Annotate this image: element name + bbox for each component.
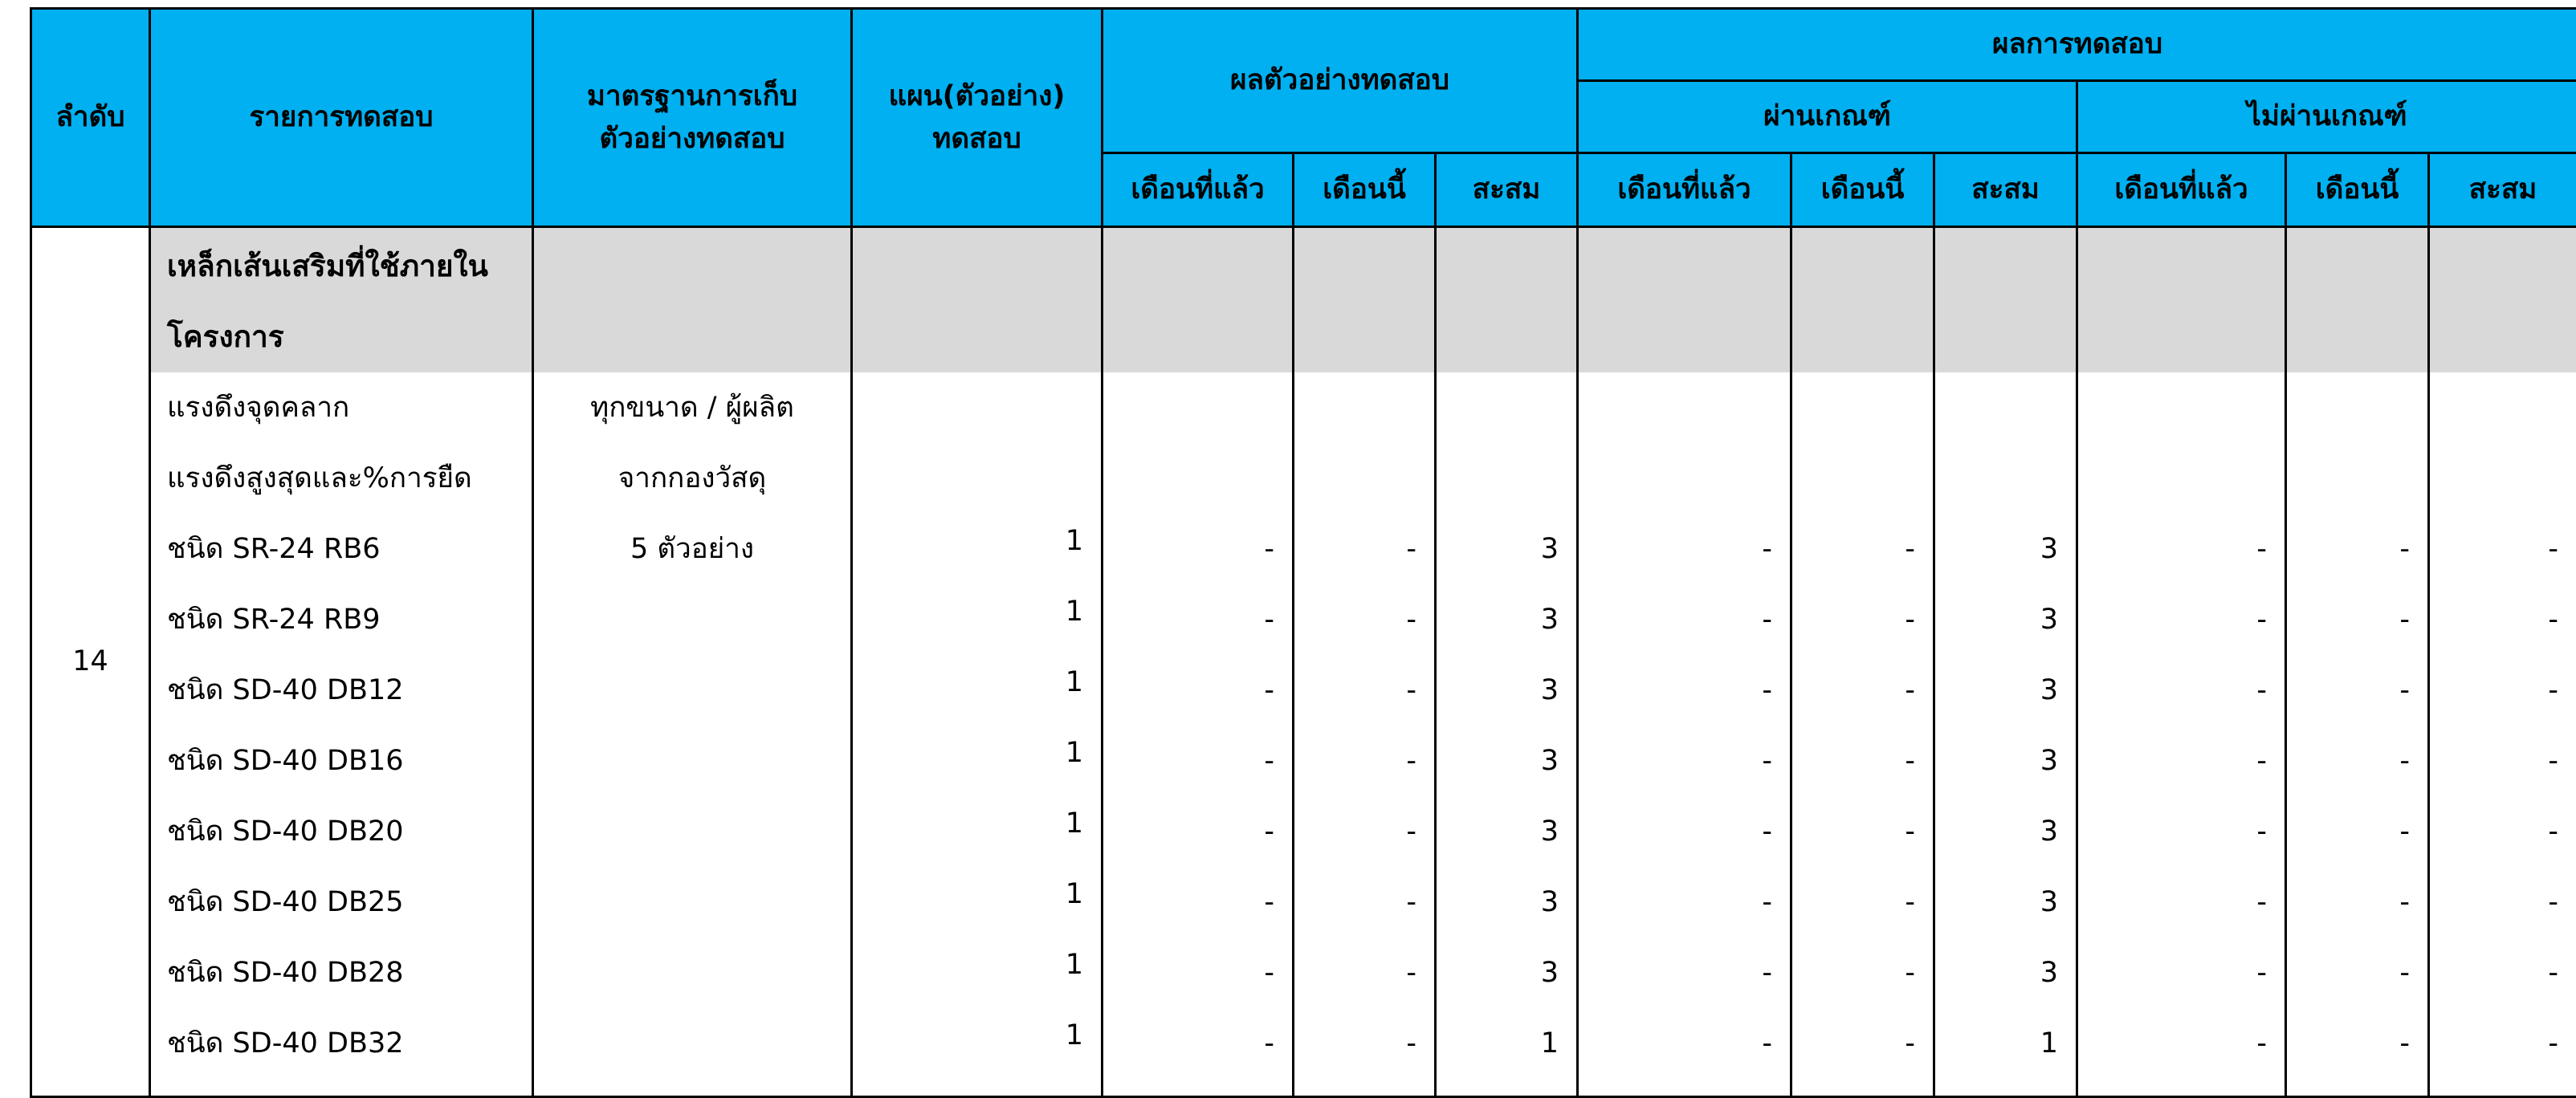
s_cum-value: 3 xyxy=(1541,745,1559,777)
category-title-line1: เหล็กเส้นเสริมที่ใช้ภายใน xyxy=(151,228,532,302)
p_cum-value: 3 xyxy=(2040,815,2058,848)
item-name: ชนิด SR-24 RB6 xyxy=(151,514,532,584)
s_last-value: - xyxy=(1264,957,1274,989)
value-cell xyxy=(1103,796,1292,867)
item-name: ชนิด SD-40 DB25 xyxy=(151,867,532,937)
header-fail-last-month: เดือนที่แล้ว xyxy=(2077,153,2286,227)
p_this-value: - xyxy=(1905,745,1915,777)
value-cell xyxy=(1792,726,1933,796)
s_cum-value: 3 xyxy=(1541,957,1559,989)
value-cell xyxy=(1579,937,1790,1008)
plan-value: 1 xyxy=(1066,949,1083,981)
s_last-value: - xyxy=(1264,1027,1274,1059)
value-cell xyxy=(2430,584,2576,655)
p_cum-value: 3 xyxy=(2040,957,2058,989)
f_cum-value: - xyxy=(2548,745,2558,777)
header-seq: ลำดับ xyxy=(31,9,150,227)
plan-value: 1 xyxy=(1066,737,1083,769)
value-cell xyxy=(1437,867,1576,937)
value-cell xyxy=(1935,937,2076,1008)
value-cell xyxy=(1294,655,1434,726)
value-cell xyxy=(1437,796,1576,867)
s_last-value: - xyxy=(1264,745,1274,777)
header-plan-line1: แผน(ตัวอย่าง) xyxy=(853,75,1101,118)
value-cell xyxy=(2078,796,2285,867)
f_cum-value: - xyxy=(2548,815,2558,848)
value-cell xyxy=(2430,726,2576,796)
value-cell xyxy=(2430,1008,2576,1079)
f_this-value: - xyxy=(2399,1027,2410,1059)
value-cell xyxy=(2078,655,2285,726)
value-cell xyxy=(853,796,1101,867)
value-cell xyxy=(853,867,1101,937)
value-cell xyxy=(1792,584,1933,655)
plan-value: 1 xyxy=(1066,596,1083,628)
s_this-value: - xyxy=(1406,957,1416,989)
sample-last-month-column xyxy=(1103,372,1294,1096)
fail-this-month-column xyxy=(2286,372,2429,1096)
p_this-value: - xyxy=(1905,886,1915,918)
category-cell xyxy=(150,227,533,373)
value-cell xyxy=(1294,726,1434,796)
header-pass-last-month: เดือนที่แล้ว xyxy=(1578,153,1791,227)
f_cum-value: - xyxy=(2548,957,2558,989)
value-cell xyxy=(853,726,1101,796)
value-cell xyxy=(2287,584,2427,655)
s_last-value: - xyxy=(1264,815,1274,848)
value-cell xyxy=(1103,584,1292,655)
p_last-value: - xyxy=(1762,604,1772,636)
s_last-value: - xyxy=(1264,604,1274,636)
value-cell xyxy=(2078,514,2285,584)
f_cum-value: - xyxy=(2548,604,2558,636)
value-cell xyxy=(1579,1008,1790,1079)
f_cum-value: - xyxy=(2548,1027,2558,1059)
p_last-value: - xyxy=(1762,745,1772,777)
standard-line2: จากกองวัสดุ xyxy=(534,443,850,514)
header-standard xyxy=(533,9,852,227)
item-name: ชนิด SD-40 DB16 xyxy=(151,726,532,796)
value-cell xyxy=(1437,655,1576,726)
value-cell xyxy=(1437,726,1576,796)
value-cell xyxy=(2078,726,2285,796)
value-cell xyxy=(2430,867,2576,937)
s_last-value: - xyxy=(1264,674,1274,706)
table-header xyxy=(31,9,2576,227)
p_last-value: - xyxy=(1762,815,1772,848)
value-cell xyxy=(1294,514,1434,584)
header-plan-line2: ทดสอบ xyxy=(853,118,1101,161)
header-sample-last-month: เดือนที่แล้ว xyxy=(1103,153,1294,227)
header-fail-cumulative: สะสม xyxy=(2429,153,2576,227)
value-cell xyxy=(2078,937,2285,1008)
p_last-value: - xyxy=(1762,1027,1772,1059)
value-cell xyxy=(1579,655,1790,726)
standard-cell xyxy=(533,372,852,1096)
item-name: ชนิด SD-40 DB32 xyxy=(151,1008,532,1079)
f_this-value: - xyxy=(2399,674,2410,706)
value-cell xyxy=(1437,514,1576,584)
header-pass: ผ่านเกณฑ์ xyxy=(1578,81,2077,153)
value-cell xyxy=(1103,937,1292,1008)
plan-value: 1 xyxy=(1066,1019,1083,1051)
f_cum-value: - xyxy=(2548,886,2558,918)
item-name: ชนิด SR-24 RB9 xyxy=(151,584,532,655)
value-cell xyxy=(2287,726,2427,796)
item-list-cell xyxy=(150,372,533,1096)
category-row xyxy=(31,227,2576,373)
p_this-value: - xyxy=(1905,604,1915,636)
header-fail: ไม่ผ่านเกณฑ์ xyxy=(2077,81,2576,153)
plan-value: 1 xyxy=(1066,666,1083,698)
s_cum-value: 3 xyxy=(1541,674,1559,706)
value-cell xyxy=(1294,937,1434,1008)
value-cell xyxy=(1935,584,2076,655)
value-cell xyxy=(2430,937,2576,1008)
p_cum-value: 1 xyxy=(2040,1027,2058,1059)
value-cell xyxy=(1103,514,1292,584)
pass-cumulative-column xyxy=(1934,372,2077,1096)
f_last-value: - xyxy=(2256,1027,2267,1059)
value-cell xyxy=(1294,796,1434,867)
pass-last-month-column xyxy=(1578,372,1791,1096)
sample-cumulative-column xyxy=(1436,372,1578,1096)
value-cell xyxy=(1792,867,1933,937)
value-cell xyxy=(1579,514,1790,584)
value-cell xyxy=(2287,867,2427,937)
value-cell xyxy=(1437,937,1576,1008)
value-cell xyxy=(2078,867,2285,937)
value-cell xyxy=(1579,867,1790,937)
s_this-value: - xyxy=(1406,674,1416,706)
plan-column xyxy=(852,372,1103,1096)
s_this-value: - xyxy=(1406,533,1416,565)
header-standard-line2: ตัวอย่างทดสอบ xyxy=(534,118,850,161)
value-cell xyxy=(2430,796,2576,867)
s_cum-value: 1 xyxy=(1541,1027,1559,1059)
p_this-value: - xyxy=(1905,815,1915,848)
category-title-line2: โครงการ xyxy=(151,302,532,372)
p_this-value: - xyxy=(1905,533,1915,565)
f_last-value: - xyxy=(2256,533,2267,565)
value-cell xyxy=(2078,1008,2285,1079)
p_last-value: - xyxy=(1762,957,1772,989)
header-fail-this-month: เดือนนี้ xyxy=(2286,153,2429,227)
plan-value: 1 xyxy=(1066,525,1083,557)
value-cell xyxy=(1437,584,1576,655)
plan-value: 1 xyxy=(1066,878,1083,910)
f_last-value: - xyxy=(2256,745,2267,777)
value-cell xyxy=(853,1008,1101,1079)
s_this-value: - xyxy=(1406,604,1416,636)
item-name: ชนิด SD-40 DB20 xyxy=(151,796,532,867)
value-cell xyxy=(1792,514,1933,584)
value-cell xyxy=(1579,796,1790,867)
value-cell xyxy=(1935,867,2076,937)
value-cell xyxy=(2287,937,2427,1008)
f_cum-value: - xyxy=(2548,533,2558,565)
header-test-results: ผลการทดสอบ xyxy=(1578,9,2576,81)
item-names xyxy=(151,514,532,1079)
value-cell xyxy=(1294,1008,1434,1079)
value-cell xyxy=(2430,514,2576,584)
s_this-value: - xyxy=(1406,886,1416,918)
item-intro-line2: แรงดึงสูงสุดและ%การยืด xyxy=(151,443,532,514)
f_last-value: - xyxy=(2256,815,2267,848)
p_cum-value: 3 xyxy=(2040,604,2058,636)
f_last-value: - xyxy=(2256,886,2267,918)
header-sample-results: ผลตัวอย่างทดสอบ xyxy=(1103,9,1578,153)
header-pass-this-month: เดือนนี้ xyxy=(1791,153,1934,227)
header-item: รายการทดสอบ xyxy=(150,9,533,227)
value-cell xyxy=(2287,514,2427,584)
plan-value: 1 xyxy=(1066,807,1083,840)
fail-last-month-column xyxy=(2077,372,2286,1096)
f_last-value: - xyxy=(2256,604,2267,636)
value-cell xyxy=(1792,937,1933,1008)
f_last-value: - xyxy=(2256,957,2267,989)
header-plan xyxy=(852,9,1103,227)
value-cell xyxy=(1935,655,2076,726)
f_cum-value: - xyxy=(2548,674,2558,706)
value-cell xyxy=(1103,726,1292,796)
detail-row xyxy=(31,372,2576,1096)
f_this-value: - xyxy=(2399,815,2410,848)
item-name: ชนิด SD-40 DB28 xyxy=(151,937,532,1008)
value-cell xyxy=(1935,1008,2076,1079)
fail-cumulative-column xyxy=(2429,372,2576,1096)
s_cum-value: 3 xyxy=(1541,886,1559,918)
value-cell xyxy=(2078,584,2285,655)
s_this-value: - xyxy=(1406,1027,1416,1059)
value-cell xyxy=(1103,867,1292,937)
p_cum-value: 3 xyxy=(2040,886,2058,918)
p_this-value: - xyxy=(1905,1027,1915,1059)
f_this-value: - xyxy=(2399,745,2410,777)
pass-this-month-column xyxy=(1791,372,1934,1096)
s_cum-value: 3 xyxy=(1541,815,1559,848)
value-cell xyxy=(853,584,1101,655)
item-name: ชนิด SD-40 DB12 xyxy=(151,655,532,726)
value-cell xyxy=(1437,1008,1576,1079)
p_last-value: - xyxy=(1762,674,1772,706)
s_last-value: - xyxy=(1264,533,1274,565)
p_last-value: - xyxy=(1762,533,1772,565)
p_cum-value: 3 xyxy=(2040,745,2058,777)
value-cell xyxy=(853,514,1101,584)
f_this-value: - xyxy=(2399,957,2410,989)
value-cell xyxy=(1935,514,2076,584)
value-cell xyxy=(1792,655,1933,726)
s_this-value: - xyxy=(1406,745,1416,777)
value-cell xyxy=(1294,584,1434,655)
value-cell xyxy=(2287,655,2427,726)
header-standard-line1: มาตรฐานการเก็บ xyxy=(534,75,850,118)
sequence-number: 14 xyxy=(31,227,150,1097)
p_cum-value: 3 xyxy=(2040,533,2058,565)
p_this-value: - xyxy=(1905,957,1915,989)
header-sample-this-month: เดือนนี้ xyxy=(1294,153,1436,227)
value-cell xyxy=(1294,867,1434,937)
value-cell xyxy=(1935,796,2076,867)
sample-this-month-column xyxy=(1294,372,1436,1096)
standard-line1: ทุกขนาด / ผู้ผลิต xyxy=(534,372,850,443)
s_this-value: - xyxy=(1406,815,1416,848)
value-cell xyxy=(853,655,1101,726)
header-sample-cumulative: สะสม xyxy=(1436,153,1578,227)
value-cell xyxy=(1103,1008,1292,1079)
item-intro-line1: แรงดึงจุดคลาก xyxy=(151,372,532,443)
value-cell xyxy=(853,937,1101,1008)
value-cell xyxy=(1935,726,2076,796)
standard-line3: 5 ตัวอย่าง xyxy=(534,514,850,584)
s_cum-value: 3 xyxy=(1541,604,1559,636)
p_this-value: - xyxy=(1905,674,1915,706)
p_last-value: - xyxy=(1762,886,1772,918)
value-cell xyxy=(1103,655,1292,726)
f_this-value: - xyxy=(2399,604,2410,636)
header-pass-cumulative: สะสม xyxy=(1934,153,2077,227)
value-cell xyxy=(2430,655,2576,726)
f_last-value: - xyxy=(2256,674,2267,706)
s_cum-value: 3 xyxy=(1541,533,1559,565)
value-cell xyxy=(2287,1008,2427,1079)
f_this-value: - xyxy=(2399,886,2410,918)
value-cell xyxy=(1792,796,1933,867)
value-cell xyxy=(1579,584,1790,655)
f_this-value: - xyxy=(2399,533,2410,565)
p_cum-value: 3 xyxy=(2040,674,2058,706)
s_last-value: - xyxy=(1264,886,1274,918)
table-body xyxy=(31,227,2576,1097)
value-cell xyxy=(1792,1008,1933,1079)
value-cell xyxy=(2287,796,2427,867)
value-cell xyxy=(1579,726,1790,796)
test-results-table xyxy=(30,7,2576,1098)
